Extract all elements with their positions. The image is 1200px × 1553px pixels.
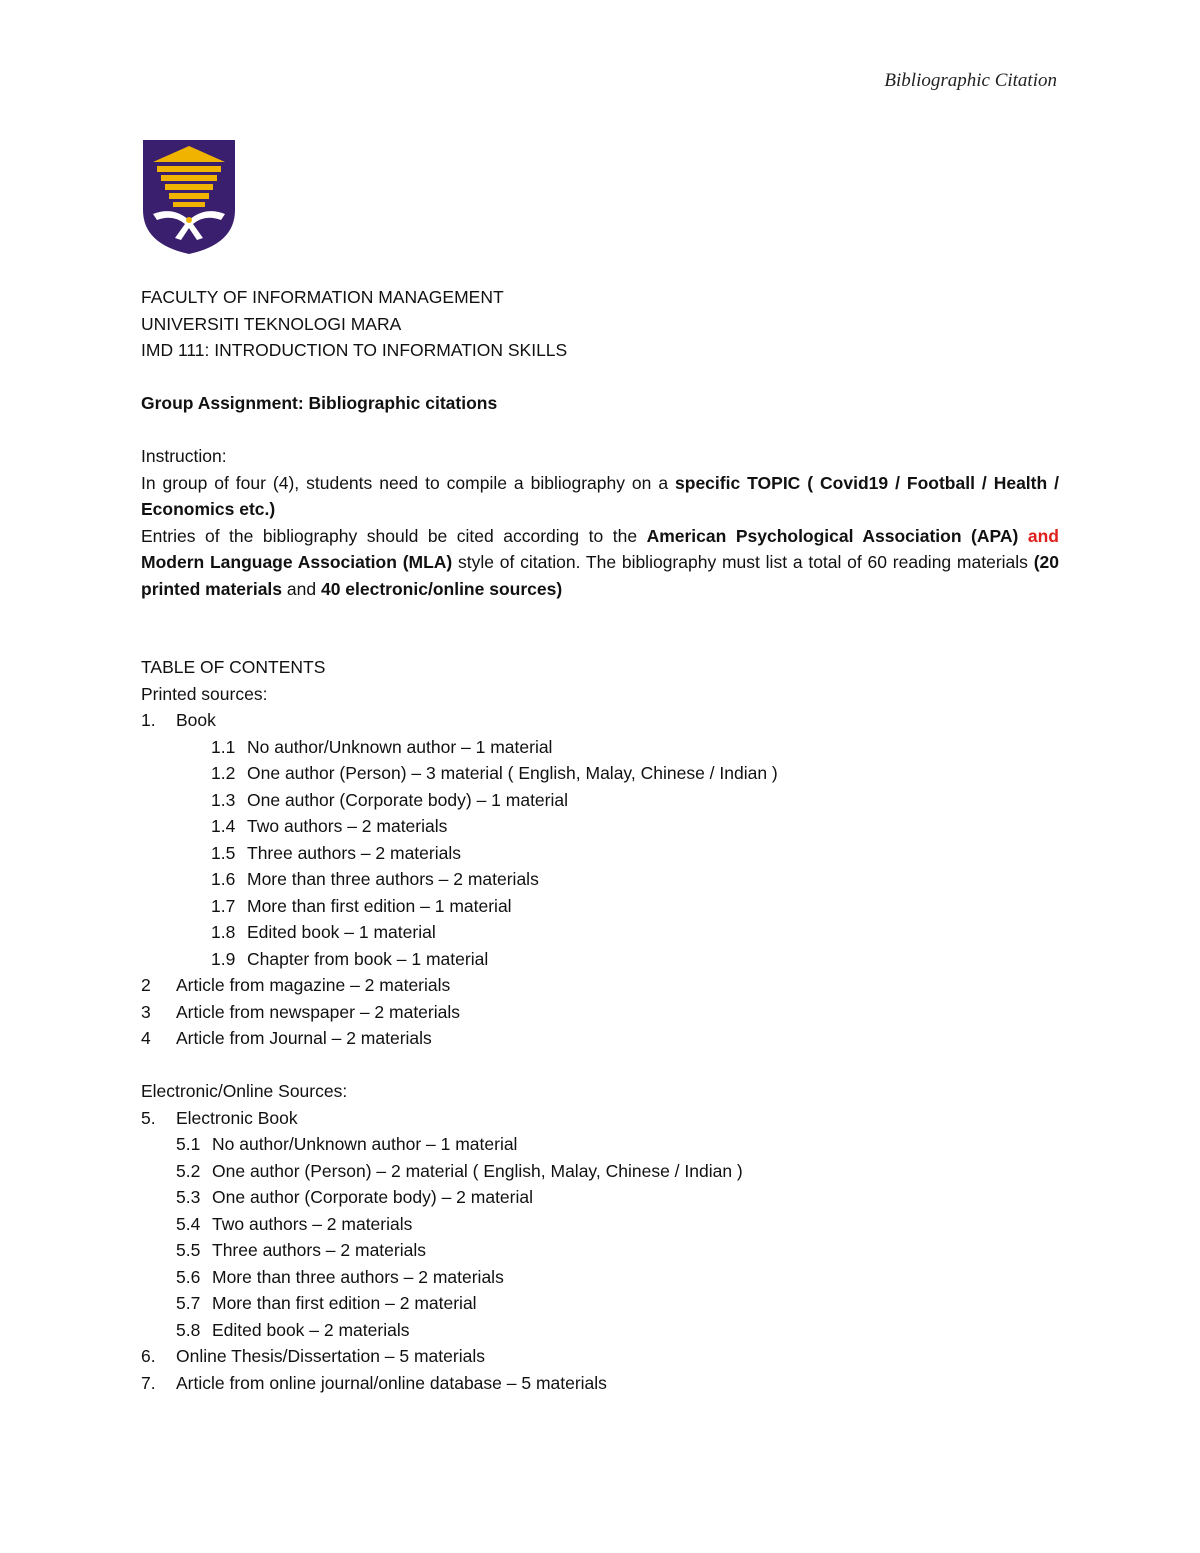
faculty-name: FACULTY OF INFORMATION MANAGEMENT <box>141 287 504 307</box>
assignment-title: Group Assignment: Bibliographic citations <box>141 393 498 413</box>
toc-item-number: 6. <box>141 1346 156 1366</box>
toc-subitem-number: 5.1 <box>176 1134 201 1154</box>
toc-subitem-label: One author (Corporate body) – 2 material <box>212 1187 533 1207</box>
toc-item-label: Article from newspaper – 2 materials <box>176 1001 460 1022</box>
online-heading: Electronic/Online Sources: <box>141 1081 348 1101</box>
toc-subitem <box>141 1264 1059 1291</box>
toc-subitem-number: 1.2 <box>211 763 236 783</box>
toc-item <box>141 1105 1059 1132</box>
uitm-crest-icon <box>143 140 235 254</box>
toc-subitem-label: Edited book – 2 materials <box>212 1319 410 1340</box>
toc-item-number: 1. <box>141 710 156 730</box>
toc-item-label: Electronic Book <box>176 1107 298 1128</box>
toc-subitem-label: More than three authors – 2 materials <box>212 1266 504 1287</box>
toc-subitem-number: 1.5 <box>211 842 236 863</box>
toc-subitem-number: 5.2 <box>176 1160 201 1181</box>
toc-item <box>141 707 1059 734</box>
toc-subitem-number: 1.4 <box>211 816 236 836</box>
toc-subitem-number: 1.8 <box>211 922 236 942</box>
toc-subitem <box>141 787 1059 814</box>
course-title: IMD 111: INTRODUCTION TO INFORMATION SKILLS <box>141 340 568 360</box>
toc-item-label: Article from magazine – 2 materials <box>176 975 451 995</box>
toc-subitem-number: 5.4 <box>176 1213 201 1234</box>
toc-subitem-label: More than first edition – 2 material <box>212 1293 477 1313</box>
toc-subitem-number: 1.7 <box>211 895 236 916</box>
toc-subitem <box>141 866 1059 893</box>
toc-subitem-label: Chapter from book – 1 material <box>247 948 489 969</box>
toc-subitem-number: 5.3 <box>176 1187 201 1207</box>
toc-subitem-label: No author/Unknown author – 1 material <box>212 1134 518 1154</box>
toc-subitem-label: Edited book – 1 material <box>247 922 436 942</box>
instruction-paragraph-1: In group of four (4), students need to compile a bibliography on a specific TOPIC ( Covid19 / Football / Health / Economics etc.) <box>141 472 1060 519</box>
printed-heading: Printed sources: <box>141 683 268 704</box>
toc-subitem-label: One author (Person) – 2 material ( English, Malay, Chinese / Indian ) <box>212 1160 743 1181</box>
document-body <box>141 284 1059 1396</box>
toc-subitem-number: 5.5 <box>176 1240 201 1260</box>
toc-subitem <box>141 1237 1059 1264</box>
online-sources-list <box>141 1105 1059 1397</box>
instruction-paragraph-2: Entries of the bibliography should be cited according to the American Psychological Association (APA) and Modern Language Association (MLA) style of citation. The bibliography must list a total of 60 reading materials (20 printed materials and 40 electronic/online sources) <box>141 525 1059 599</box>
toc-subitem-label: Two authors – 2 materials <box>247 816 448 836</box>
toc-subitem-label: Three authors – 2 materials <box>247 842 461 863</box>
toc-item <box>141 999 1059 1026</box>
toc-subitem-label: One author (Corporate body) – 1 material <box>247 789 568 810</box>
printed-sources-list <box>141 707 1059 1052</box>
toc-subitem <box>141 760 1059 787</box>
toc-subitem-label: No author/Unknown author – 1 material <box>247 736 553 757</box>
toc-item-label: Online Thesis/Dissertation – 5 materials <box>176 1346 485 1366</box>
toc-subitem <box>141 734 1059 761</box>
toc-item-number: 2 <box>141 975 151 995</box>
toc-subitem-number: 5.6 <box>176 1266 201 1287</box>
toc-subitem-number: 1.6 <box>211 869 236 889</box>
toc-title: TABLE OF CONTENTS <box>141 657 326 677</box>
toc-subitem <box>141 840 1059 867</box>
toc-item-label: Article from Journal – 2 materials <box>176 1028 432 1048</box>
toc-subitem <box>141 1290 1059 1317</box>
toc-item-number: 3 <box>141 1001 151 1022</box>
toc-item-number: 7. <box>141 1372 156 1393</box>
toc-subitem <box>141 1211 1059 1238</box>
toc-item <box>141 1025 1059 1052</box>
toc-item-number: 4 <box>141 1028 151 1048</box>
toc-subitem-label: Three authors – 2 materials <box>212 1240 426 1260</box>
toc-subitem <box>141 1131 1059 1158</box>
toc-subitem-number: 1.1 <box>211 736 236 757</box>
toc-subitem-label: Two authors – 2 materials <box>212 1213 413 1234</box>
toc-subitem <box>141 946 1059 973</box>
toc-subitem-number: 1.9 <box>211 948 236 969</box>
toc-subitem <box>141 813 1059 840</box>
toc-subitem-label: One author (Person) – 3 material ( English, Malay, Chinese / Indian ) <box>247 763 778 783</box>
instruction-label: Instruction: <box>141 446 227 466</box>
toc-subitem <box>141 1184 1059 1211</box>
toc-subitem <box>141 919 1059 946</box>
toc-subitem-number: 1.3 <box>211 789 236 810</box>
toc-subitem <box>141 1317 1059 1344</box>
toc-subitem-number: 5.7 <box>176 1293 201 1313</box>
toc-subitem-label: More than first edition – 1 material <box>247 895 512 916</box>
toc-subitem-number: 5.8 <box>176 1319 201 1340</box>
toc-subitem <box>141 1158 1059 1185</box>
toc-item <box>141 1370 1059 1397</box>
toc-subitem <box>141 893 1059 920</box>
toc-item <box>141 972 1059 999</box>
toc-item-number: 5. <box>141 1107 156 1128</box>
toc-item-label: Book <box>176 710 216 730</box>
university-name: UNIVERSITI TEKNOLOGI MARA <box>141 313 402 334</box>
running-header: Bibliographic Citation <box>884 70 1057 91</box>
toc-item-label: Article from online journal/online database – 5 materials <box>176 1372 607 1393</box>
toc-subitem-label: More than three authors – 2 materials <box>247 869 539 889</box>
toc-item <box>141 1343 1059 1370</box>
